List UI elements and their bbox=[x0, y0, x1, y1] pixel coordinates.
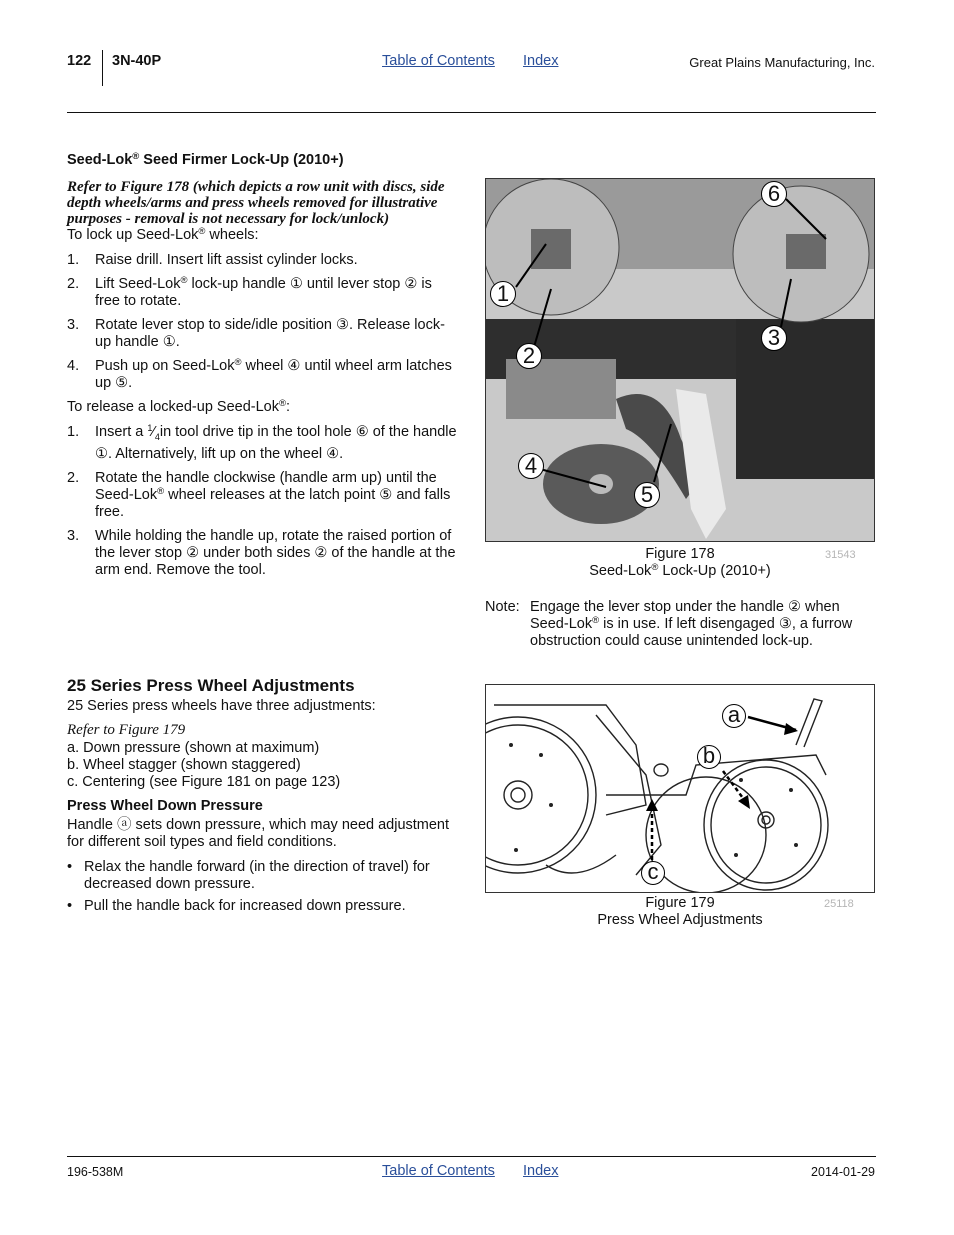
model-name: 3N-40P bbox=[112, 53, 162, 69]
section1-intro: Refer to Figure 178 (which depicts a row unit with discs, side depth wheels/arms and press wheels removed for illustrative purposes - removal is not necessary for lock/unlock) bbox=[67, 179, 445, 227]
note-text: Engage the lever stop under the handle ② when Seed-Lok® is in use. If left disengaged ③, a furrow obstruction could cause unintended lock-up. bbox=[530, 599, 853, 649]
section2 bbox=[67, 676, 459, 920]
list-item: b. Wheel stagger (shown staggered) bbox=[67, 757, 301, 773]
doc-number: 196-538M bbox=[67, 1165, 124, 1179]
lock-intro: To lock up Seed-Lok® wheels: bbox=[67, 226, 259, 243]
figure-179-image bbox=[485, 684, 875, 893]
list-item: 3. While holding the handle up, rotate the raised portion of the lever stop ② under both sides ② of the handle at the arm end. Remove the tool. bbox=[67, 527, 456, 578]
page-number: 122 bbox=[67, 53, 92, 69]
footer-index-link[interactable]: Index bbox=[523, 1163, 559, 1179]
section2-intro: 25 Series press wheels have three adjustments: bbox=[67, 698, 376, 714]
adjustment-list bbox=[67, 740, 459, 791]
section1-heading: Seed-Lok® Seed Firmer Lock-Up (2010+) bbox=[67, 151, 344, 168]
press-wheel-illustration bbox=[486, 685, 875, 893]
figure-178-caption: Figure 178 Seed-Lok® Lock-Up (2010+) bbox=[589, 546, 771, 579]
list-item: • Relax the handle forward (in the direction of travel) for decreased down pressure. bbox=[67, 859, 459, 893]
header-divider bbox=[102, 50, 103, 86]
section2-refer: Refer to Figure 179 bbox=[67, 722, 186, 738]
release-steps bbox=[67, 424, 459, 579]
figure-178-part-number: 31543 bbox=[825, 549, 856, 561]
list-item: • Pull the handle back for increased down pressure. bbox=[67, 898, 459, 915]
section1 bbox=[67, 152, 459, 586]
list-item: c. Centering (see Figure 181 on page 123) bbox=[67, 774, 341, 790]
header-index-link[interactable]: Index bbox=[523, 53, 559, 69]
callout-3: 3 bbox=[761, 325, 787, 351]
handle-paragraph: Handle ⓐ sets down pressure, which may need adjustment for different soil types and field conditions. bbox=[67, 817, 450, 850]
callout-2: 2 bbox=[516, 343, 542, 369]
list-item: 2. Lift Seed-Lok® lock-up handle ① until lever stop ② is free to rotate. bbox=[67, 275, 432, 309]
section2-heading: 25 Series Press Wheel Adjustments bbox=[67, 676, 355, 695]
company-name: Great Plains Manufacturing, Inc. bbox=[689, 55, 875, 70]
list-item: a. Down pressure (shown at maximum) bbox=[67, 740, 320, 756]
footer-date: 2014-01-29 bbox=[811, 1165, 875, 1179]
header-toc-link[interactable]: Table of Contents bbox=[382, 53, 495, 69]
callout-6: 6 bbox=[761, 181, 787, 207]
figure-178-image bbox=[485, 178, 875, 542]
callout-a: a bbox=[722, 704, 746, 728]
callout-c: c bbox=[641, 861, 665, 885]
header-rule bbox=[67, 112, 876, 113]
list-item: 4. Push up on Seed-Lok® wheel ④ until wheel arm latches up ⑤. bbox=[67, 357, 452, 391]
list-item: 2. Rotate the handle clockwise (handle arm up) until the Seed-Lok® wheel releases at the latch point ⑤ and falls free. bbox=[67, 469, 451, 520]
figure-179-caption: Figure 179 Press Wheel Adjustments bbox=[597, 895, 763, 928]
list-item: 1. Insert a $^1⁄_4in$ tool drive tip in the tool hole ⑥ of the handle ①. Alternatively, lift up on the wheel ④. bbox=[67, 423, 457, 462]
footer-toc-link[interactable]: Table of Contents bbox=[382, 1163, 495, 1179]
seed-lok-illustration bbox=[486, 179, 875, 542]
callout-b: b bbox=[697, 745, 721, 769]
list-item: 3. Rotate lever stop to side/idle position ③. Release lock-up handle ①. bbox=[67, 317, 445, 350]
list-item: 1. Raise drill. Insert lift assist cylinder locks. bbox=[67, 252, 358, 268]
release-intro: To release a locked-up Seed-Lok®: bbox=[67, 398, 291, 415]
note-label: Note: bbox=[485, 599, 520, 615]
callout-1: 1 bbox=[490, 281, 516, 307]
bullet-list bbox=[67, 859, 459, 915]
lock-steps bbox=[67, 252, 459, 392]
footer-rule bbox=[67, 1156, 876, 1157]
callout-5: 5 bbox=[634, 482, 660, 508]
callout-4: 4 bbox=[518, 453, 544, 479]
figure-179-part-number: 25118 bbox=[824, 898, 854, 910]
press-wheel-subheading: Press Wheel Down Pressure bbox=[67, 798, 263, 814]
